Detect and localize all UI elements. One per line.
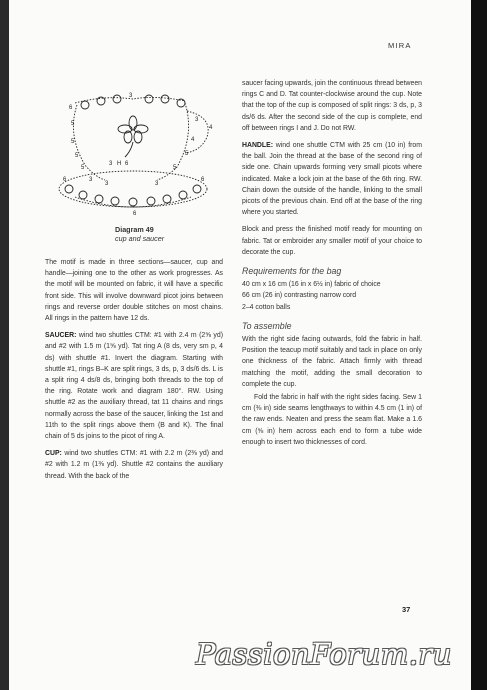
diagram-title: Diagram 49	[115, 225, 154, 234]
diagram-label: 3	[109, 161, 113, 167]
handle-text: wind one shuttle CTM with 25 cm (10 in) from the ball. Join the thread at the base of the second ring of side one. Chain upwards forming very small picots where indicated. Make a lock join at the base of the 6th ring. RW. Chain down the outside of the handle, linking to the small picots of the previous chain. End off at the base of the ring where you started.	[242, 142, 422, 217]
saucer-base	[75, 197, 191, 207]
assemble-heading: To assemble	[242, 320, 292, 331]
rim-rings	[81, 95, 185, 109]
diagram-label: 5	[81, 165, 85, 171]
diagram-label: 3	[129, 93, 133, 99]
requirement-item: 2–4 cotton balls	[242, 303, 291, 311]
cup-text: wind two shuttles CTM: #1 with 2.2 m (2⅜ yd) and #2 with 1.2 m (1⅜ yd). Shuttle #2 contains the auxiliary thread. With the back of the	[45, 450, 223, 480]
assemble-paragraph-2: Fold the fabric in half with the right sides facing. Sew 1 cm (⅜ in) side seams lengthways to within 4.5 cm (1 in) of the raw ends. Neaten and press the seam flat. Make a 1.6 cm (⅝ in) hem across each end to form a tube wide enough to insert two thicknesses of cord.	[242, 394, 422, 446]
diagram-label: H	[117, 161, 122, 167]
left-column	[45, 257, 223, 488]
diagram-label: 3	[155, 181, 159, 187]
diagram-label: 5	[75, 153, 79, 159]
diagram-label: 6	[125, 161, 129, 167]
requirement-item: 40 cm x 16 cm (16 in x 6½ in) fabric of choice	[242, 281, 381, 289]
diagram-label: 5	[71, 139, 75, 145]
page-edge-shadow	[471, 0, 487, 690]
diagram-label: 5	[173, 165, 177, 171]
diagram-label: 5	[185, 151, 189, 157]
diagram-caption	[115, 225, 164, 243]
diagram-label: 6	[69, 105, 73, 111]
finish-paragraph: Block and press the finished motif ready for mounting on fabric. Tat or embroider any smaller motif of your choice to decorate the cup.	[242, 226, 422, 256]
cup-paragraph	[45, 448, 223, 482]
saucer-paragraph	[45, 330, 223, 442]
intro-paragraph: The motif is made in three sections—saucer, cup and handle—joining one to the other as work progresses. As the motif will be mounted on fabric, it will have a specific front side. This will involve downward picot joins between rings and reverse order double stitches on most chains. All rings in the pattern have 12 ds.	[45, 259, 223, 323]
diagram-label: 4	[209, 125, 213, 131]
diagram-label: 3	[89, 177, 93, 183]
cup-left-side	[73, 105, 105, 180]
diagram-label: 6	[133, 211, 137, 217]
diagram-subtitle: cup and saucer	[115, 234, 165, 243]
requirement-item: 66 cm (26 in) contrasting narrow cord	[242, 292, 357, 300]
flower-motif	[118, 116, 148, 157]
watermark-logo: PassionForum.ru	[196, 637, 452, 671]
diagram-label: 3	[105, 181, 109, 187]
right-column	[242, 78, 422, 454]
cup-heading: CUP:	[45, 450, 62, 458]
saucer-outline	[59, 171, 207, 207]
cup-continued-paragraph: saucer facing upwards, join the continuous thread between rings C and D. Tat counter-clockwise around the cup. Note that the top of the cup is composed of split rings: 3 ds, p, 3 ds/6 ds. After the second side of the cup is complete, end off between rings I and J. Do not RW.	[242, 80, 422, 132]
diagram-label: 6	[63, 177, 67, 183]
requirements-heading: Requirements for the bag	[242, 266, 342, 277]
saucer-text: wind two shuttles CTM: #1 with 2.4 m (2⅝ yd) and #2 with 1.5 m (1⅝ yd). Tat ring A (8 ds, very sm p, 4 ds) with shuttle #1. Invert the diagram. Starting with shuttle #1, rings B–K are split rings, 3 ds, p, 3 ds/6 ds. L is a split ring 4 ds/8 ds, bringing both threads to the top of the ring. Rotate work and diagram 180°. RW. Using shuttle #2 as the auxiliary thread, tat 11 chains and rings normally across the base of the saucer, linking the 1st and 11th to the split rings above them (B and K). The final chain of 5 ds joins to the picot of ring A.	[45, 332, 223, 441]
handle-paragraph	[242, 140, 422, 218]
tatting-diagram	[45, 85, 223, 220]
handle-heading: HANDLE:	[242, 142, 274, 150]
diagram-label: 6	[201, 177, 205, 183]
assemble-paragraph-1: With the right side facing outwards, fold the fabric in half. Position the teacup motif suitably and tack in place on only one thickness of the fabric. Attach firmly with thread matching the motif, adding the small decoration to complete the cup.	[242, 336, 422, 388]
page-number: 37	[402, 605, 411, 614]
diagram-label: 5	[71, 121, 75, 127]
page-header: MIRA	[388, 41, 412, 50]
diagram-label: 4	[191, 137, 195, 143]
saucer-heading: SAUCER:	[45, 332, 77, 340]
diagram-label: 3	[195, 117, 199, 123]
